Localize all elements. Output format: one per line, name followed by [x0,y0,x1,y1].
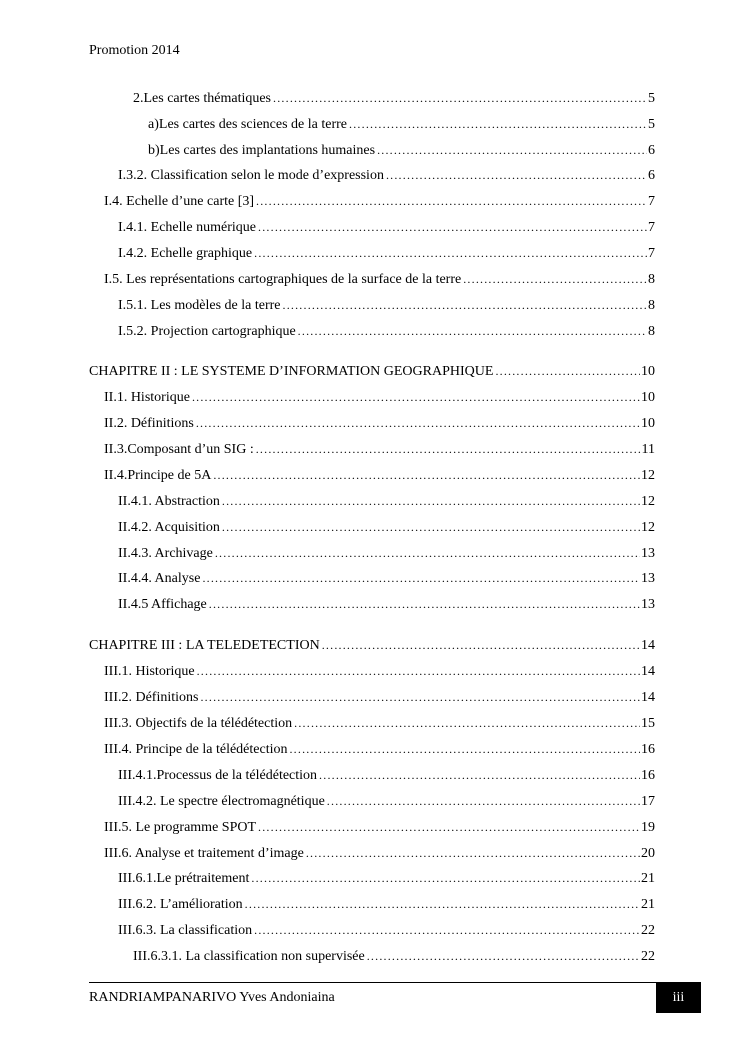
toc-entry-page: 13 [641,546,655,561]
toc-entry-page: 10 [641,390,655,405]
toc-entry-label: II.3.Composant d’un SIG : [104,442,254,457]
dot-leader [319,766,640,784]
toc-entry-page: 5 [648,117,655,132]
toc-entry-page: 21 [641,871,655,886]
toc-entry-number: 2. [133,91,144,106]
toc-entry [104,662,655,680]
dot-leader [222,518,640,536]
dot-leader [256,440,641,458]
toc-entry [133,947,655,965]
toc-entry-page: 14 [641,690,655,705]
toc-entry [118,869,655,887]
dot-leader [327,792,640,810]
dot-leader [283,296,648,314]
toc-entry-label: III.6.1.Le prétraitement [118,871,250,886]
toc-entry-page: 8 [648,272,655,287]
toc-entry-label: I.4. Echelle d’une carte [3] [104,194,255,209]
toc-entry-label: Les cartes thématiques [143,91,272,106]
toc-entry [104,740,655,758]
dot-leader [254,244,647,262]
dot-leader [245,895,640,913]
toc-entry-label: Les cartes des implantations humaines [159,143,376,158]
toc-entry-page: 19 [641,820,655,835]
toc-entry-page: 22 [641,949,655,964]
dot-leader [200,688,640,706]
toc-chapter-entry [89,636,655,654]
toc-entry-label: II.4.3. Archivage [118,546,213,561]
toc-entry [118,792,655,810]
dot-leader [215,544,640,562]
toc-entry-page: 10 [641,416,655,431]
dot-leader [254,921,640,939]
toc-entry-page: 12 [641,520,655,535]
toc-entry [104,414,655,432]
toc-entry-page: 16 [641,742,655,757]
toc-entry [118,322,655,340]
dot-leader [213,466,640,484]
toc-entry-page: 20 [641,846,655,861]
toc-entry [118,595,655,613]
toc-entry-label: CHAPITRE II : LE SYSTEME D’INFORMATION GEOGRAPHIQUE [89,364,494,379]
toc-entry-page: 15 [641,716,655,731]
dot-leader [377,141,647,159]
toc-entry-page: 22 [641,923,655,938]
dot-leader [367,947,640,965]
footer-author: RANDRIAMPANARIVO Yves Andoniaina [89,990,335,1005]
toc-entry [118,218,655,236]
toc-entry-label: III.6.3.1. La classification non supervisée [133,949,365,964]
toc-entry-page: 6 [648,143,655,158]
toc-entry-label: II.1. Historique [104,390,190,405]
toc-entry-label: I.5.1. Les modèles de la terre [118,298,281,313]
toc-entry-page: 7 [648,220,655,235]
dot-leader [386,166,647,184]
toc-entry [118,895,655,913]
toc-entry [104,388,655,406]
toc-entry-label: II.4.1. Abstraction [118,494,220,509]
toc-entry-label: III.1. Historique [104,664,195,679]
footer-page-number: iii [656,982,701,1013]
toc-entry [148,115,655,133]
toc-entry-label: I.4.2. Echelle graphique [118,246,253,261]
toc-entry-page: 21 [641,897,655,912]
toc-entry-label: I.3.2. Classification selon le mode d’expression [118,168,384,183]
toc-entry-label: II.4.Principe de 5A [104,468,212,483]
dot-leader [463,270,647,288]
toc-entry-page: 7 [648,246,655,261]
page-header-title: Promotion 2014 [89,43,180,58]
toc-entry [118,921,655,939]
toc-entry-label: CHAPITRE III : LA TELEDETECTION [89,638,320,653]
toc-entry [148,141,655,159]
toc-entry-page: 8 [648,298,655,313]
toc-entry-label: III.4.2. Le spectre électromagnétique [118,794,325,809]
footer-divider [89,982,701,983]
toc-entry-page: 16 [641,768,655,783]
toc-entry [118,544,655,562]
dot-leader [222,492,640,510]
toc-entry-label: Les cartes des sciences de la terre [158,117,348,132]
toc-entry [118,492,655,510]
toc-entry [118,766,655,784]
toc-entry-label: I.4.1. Echelle numérique [118,220,257,235]
toc-entry-page: 5 [648,91,655,106]
toc-entry-page: 12 [641,468,655,483]
dot-leader [273,89,647,107]
toc-entry-label: III.5. Le programme SPOT [104,820,257,835]
toc-entry [104,688,655,706]
toc-entry [118,569,655,587]
dot-leader [192,388,640,406]
toc-entry-page: 12 [641,494,655,509]
toc-entry-page: 13 [641,571,655,586]
toc-entry-page: 13 [641,597,655,612]
toc-entry [104,818,655,836]
toc-entry [104,466,655,484]
toc-entry [104,714,655,732]
toc-entry-label: II.4.5 Affichage [118,597,207,612]
toc-entry-page: 10 [641,364,655,379]
dot-leader [298,322,647,340]
toc-entry-page: 11 [641,442,655,457]
toc-entry [118,518,655,536]
toc-entry-label: III.4.1.Processus de la télédétection [118,768,318,783]
dot-leader [196,414,640,432]
dot-leader [197,662,640,680]
dot-leader [256,192,647,210]
dot-leader [349,115,647,133]
dot-leader [322,636,640,654]
toc-entry-label: III.6.2. L’amélioration [118,897,243,912]
toc-entry-page: 6 [648,168,655,183]
dot-leader [495,362,640,380]
toc-entry [104,192,655,210]
toc-entry-number: b) [148,143,160,158]
toc-entry [104,844,655,862]
toc-entry [133,89,655,107]
dot-leader [251,869,640,887]
toc-entry [104,270,655,288]
toc-entry-label: I.5.2. Projection cartographique [118,324,296,339]
toc-entry-page: 7 [648,194,655,209]
dot-leader [258,218,647,236]
toc-entry-page: 8 [648,324,655,339]
toc-entry-label: III.6.3. La classification [118,923,253,938]
toc-entry-label: III.3. Objectifs de la télédétection [104,716,293,731]
dot-leader [209,595,640,613]
dot-leader [306,844,640,862]
toc-entry-label: III.2. Définitions [104,690,199,705]
toc-entry-page: 14 [641,638,655,653]
toc-entry-page: 14 [641,664,655,679]
dot-leader [258,818,640,836]
dot-leader [289,740,640,758]
dot-leader [202,569,640,587]
toc-entry-label: I.5. Les représentations cartographiques de la surface de la terre [104,272,462,287]
toc-entry-label: II.4.2. Acquisition [118,520,220,535]
toc-entry [118,296,655,314]
dot-leader [294,714,640,732]
toc-entry [118,244,655,262]
toc-entry [118,166,655,184]
toc-entry-label: III.6. Analyse et traitement d’image [104,846,304,861]
toc-chapter-entry [89,362,655,380]
toc-entry [104,440,655,458]
toc-entry-page: 17 [641,794,655,809]
toc-entry-label: II.4.4. Analyse [118,571,201,586]
toc-entry-number: a) [148,117,159,132]
toc-entry-label: III.4. Principe de la télédétection [104,742,288,757]
toc-entry-label: II.2. Définitions [104,416,194,431]
